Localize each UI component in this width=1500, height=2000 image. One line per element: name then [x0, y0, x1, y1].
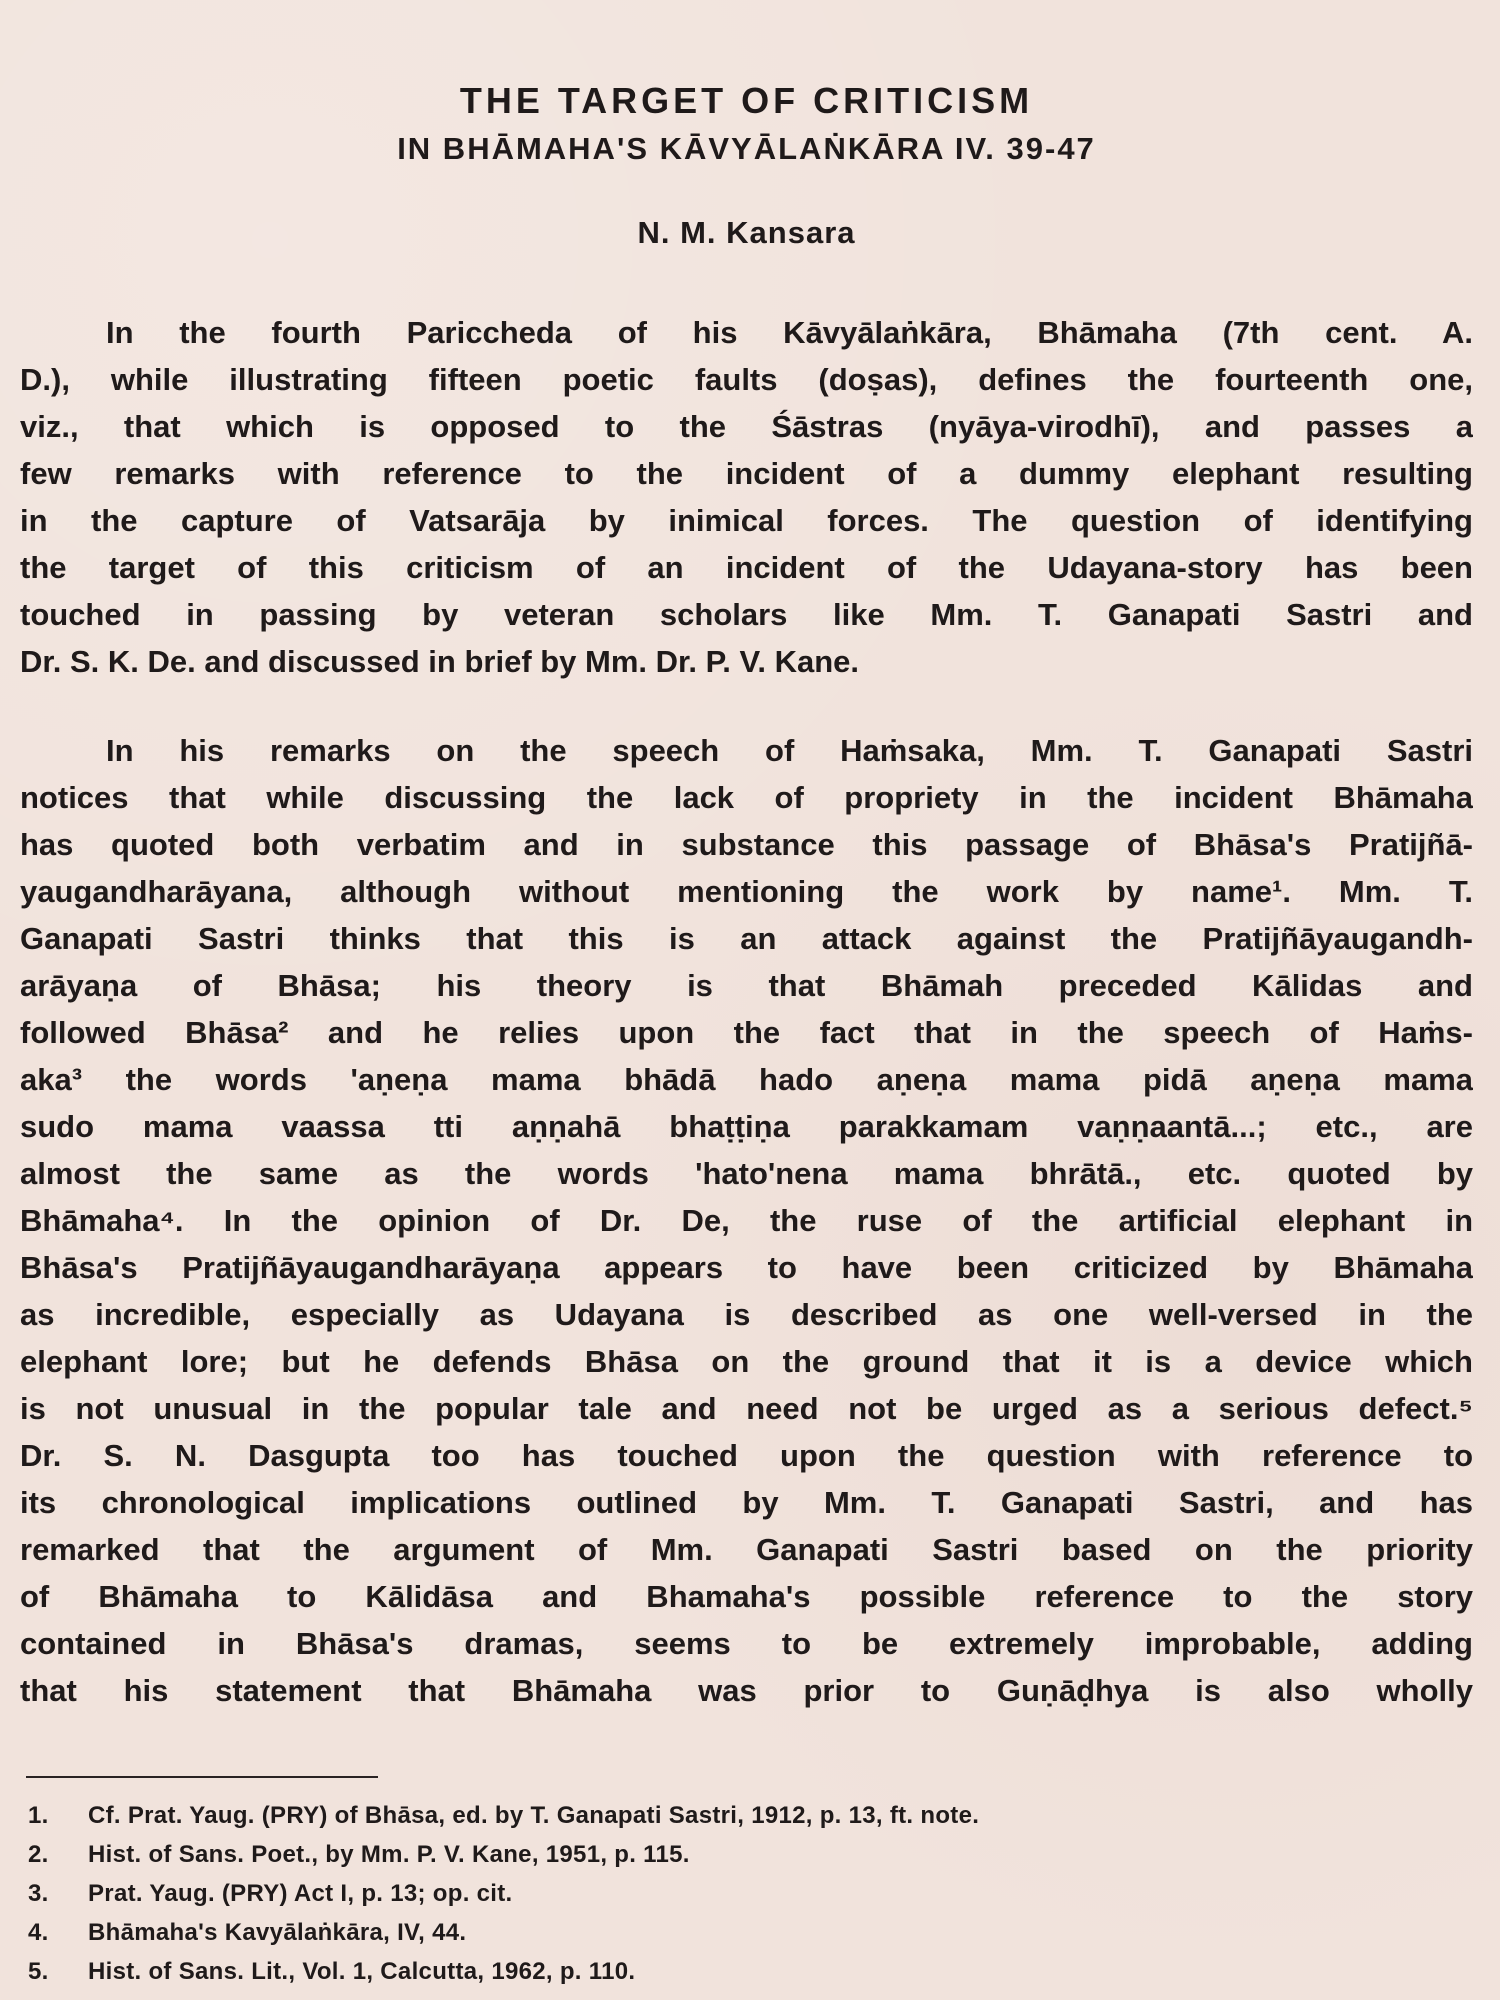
footnote-text: Prat. Yaug. (PRY) Act I, p. 13; op. cit. — [88, 1880, 513, 1908]
paragraph-line: In his remarks on the speech of Haṁsaka, Mm. T. Ganapati Sastri — [106, 733, 1473, 769]
article-title: THE TARGET OF CRITICISM — [459, 80, 1034, 121]
footnote-number: 5. — [28, 1958, 49, 1986]
paragraph-line: yaugandharāyana, although without mentioning the work by name¹. Mm. T. — [20, 874, 1473, 910]
paragraph-line: that his statement that Bhāmaha was prior to Guṇāḍhya is also wholly — [20, 1673, 1473, 1709]
paragraph-line: in the capture of Vatsarāja by inimical forces. The question of identifying — [20, 503, 1473, 539]
footnote-number: 4. — [28, 1919, 49, 1947]
paragraph-2 — [20, 727, 1473, 1714]
footnote-text: Bhāmaha's Kavyālaṅkāra, IV, 44. — [88, 1919, 467, 1947]
footnote-number: 1. — [28, 1802, 49, 1830]
paragraph-line: of Bhāmaha to Kālidāsa and Bhamaha's possible reference to the story — [20, 1579, 1473, 1615]
paragraph-line: its chronological implications outlined by Mm. T. Ganapati Sastri, and has — [20, 1485, 1473, 1521]
paragraph-line: viz., that which is opposed to the Śāstras (nyāya-virodhī), and passes a — [20, 409, 1473, 445]
paragraph-line: In the fourth Pariccheda of his Kāvyālaṅkāra, Bhāmaha (7th cent. A. — [106, 315, 1473, 351]
paragraph-line: touched in passing by veteran scholars like Mm. T. Ganapati Sastri and — [20, 597, 1473, 633]
paragraph-line: has quoted both verbatim and in substance this passage of Bhāsa's Pratijñā- — [20, 827, 1473, 863]
footnote-item — [20, 1835, 1473, 1874]
paragraph-line: arāyaṇa of Bhāsa; his theory is that Bhāmah preceded Kālidas and — [20, 968, 1473, 1004]
footnote-item — [20, 1952, 1473, 1991]
paragraph-line: notices that while discussing the lack of propriety in the incident Bhāmaha — [20, 780, 1473, 816]
paragraph-line: as incredible, especially as Udayana is described as one well-versed in the — [20, 1297, 1473, 1333]
paragraph-line: few remarks with reference to the incident of a dummy elephant resulting — [20, 456, 1473, 492]
paragraph-1 — [20, 309, 1473, 685]
paragraph-line: contained in Bhāsa's dramas, seems to be extremely improbable, adding — [20, 1626, 1473, 1662]
paragraph-line: Dr. S. N. Dasgupta too has touched upon the question with reference to — [20, 1438, 1473, 1474]
footnote-text: Hist. of Sans. Lit., Vol. 1, Calcutta, 1962, p. 110. — [88, 1958, 636, 1986]
author-name: N. M. Kansara — [637, 215, 856, 251]
paragraph-line: remarked that the argument of Mm. Ganapati Sastri based on the priority — [20, 1532, 1473, 1568]
paragraph-line: aka³ the words 'aṇeṇa mama bhādā hado aṇeṇa mama pidā aṇeṇa mama — [20, 1062, 1473, 1098]
footnote-item — [20, 1913, 1473, 1952]
article-subtitle: IN BHĀMAHA'S KĀVYĀLAṄKĀRA IV. 39-47 — [397, 131, 1096, 167]
footnote-text: Hist. of Sans. Poet., by Mm. P. V. Kane, 1951, p. 115. — [88, 1841, 690, 1869]
footnote-number: 2. — [28, 1841, 49, 1869]
paragraph-line: Bhāsa's Pratijñāyaugandharāyaṇa appears to have been criticized by Bhāmaha — [20, 1250, 1473, 1286]
paragraph-line: elephant lore; but he defends Bhāsa on the ground that it is a device which — [20, 1344, 1473, 1380]
footnote-text: Cf. Prat. Yaug. (PRY) of Bhāsa, ed. by T. Ganapati Sastri, 1912, p. 13, ft. note. — [88, 1802, 980, 1830]
footnote-number: 3. — [28, 1880, 49, 1908]
footnote-item — [20, 1796, 1473, 1835]
paragraph-line: sudo mama vaassa tti aṇṇahā bhaṭṭiṇa parakkamam vaṇṇaantā...; etc., are — [20, 1109, 1473, 1145]
paragraph-line: Bhāmaha⁴. In the opinion of Dr. De, the ruse of the artificial elephant in — [20, 1203, 1473, 1239]
paragraph-line: almost the same as the words 'hato'nena mama bhrātā., etc. quoted by — [20, 1156, 1473, 1192]
paragraph-line: the target of this criticism of an incident of the Udayana-story has been — [20, 550, 1473, 586]
paragraph-line: followed Bhāsa² and he relies upon the fact that in the speech of Haṁs- — [20, 1015, 1473, 1051]
footnote-item — [20, 1874, 1473, 1913]
article-body — [20, 309, 1473, 1714]
paragraph-line: Ganapati Sastri thinks that this is an attack against the Pratijñāyaugandh- — [20, 921, 1473, 957]
paragraph-line: Dr. S. K. De. and discussed in brief by Mm. Dr. P. V. Kane. — [20, 644, 859, 680]
paragraph-line: is not unusual in the popular tale and need not be urged as a serious defect.⁵ — [20, 1391, 1473, 1427]
paragraph-line: D.), while illustrating fifteen poetic faults (doṣas), defines the fourteenth one, — [20, 362, 1473, 398]
footnote-divider — [26, 1776, 378, 1778]
footnotes — [20, 1796, 1473, 1991]
